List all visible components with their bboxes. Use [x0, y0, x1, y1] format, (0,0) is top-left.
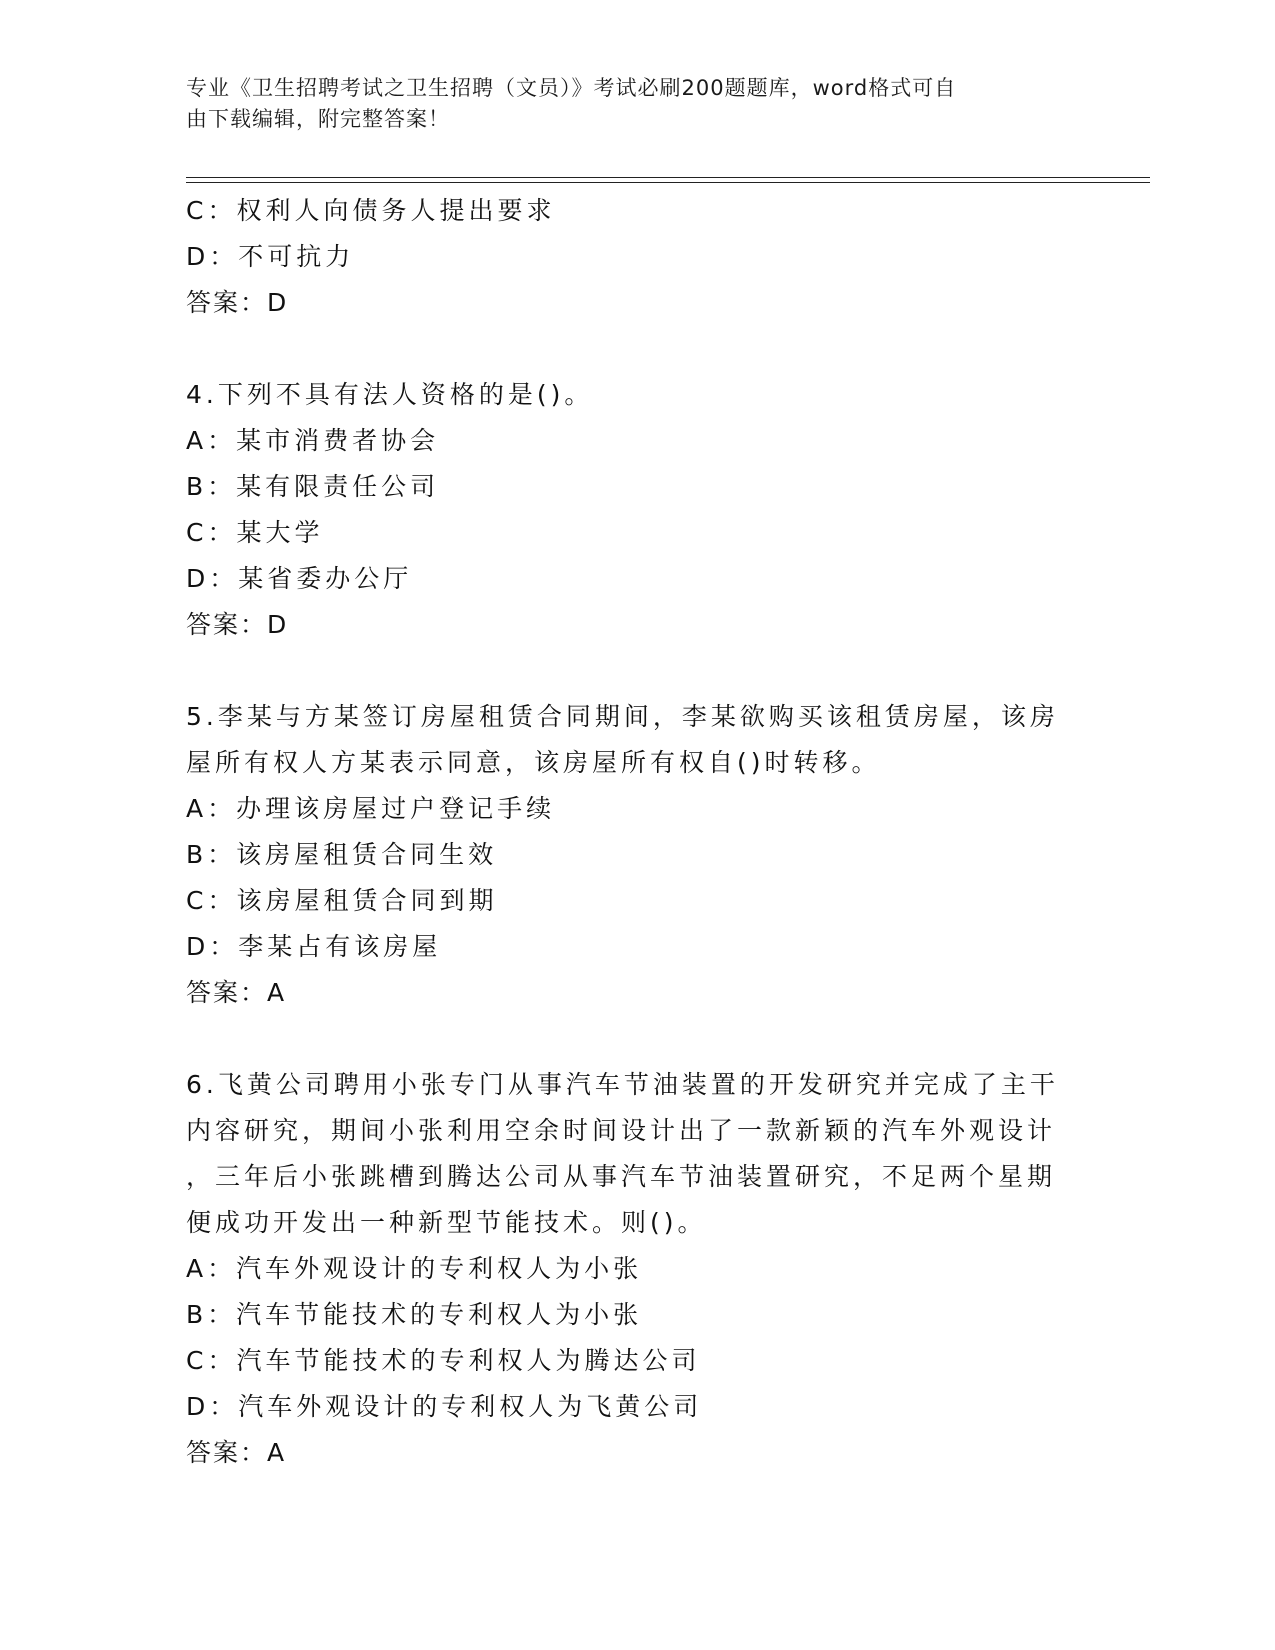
document-header — [186, 73, 1066, 135]
answer-line: 答案：D — [186, 288, 289, 317]
option-d: D：某省委办公厅 — [186, 564, 413, 593]
header-line-1: 专业《卫生招聘考试之卫生招聘（文员）》考试必刷200题题库，word格式可自 — [186, 76, 957, 100]
question-stem: 5.李某与方某签订房屋租赁合同期间，李某欲购买该租赁房屋，该房 — [186, 702, 1059, 731]
document-body — [186, 188, 1066, 1476]
option-b: B：该房屋租赁合同生效 — [186, 840, 498, 869]
option-d: D：不可抗力 — [186, 242, 355, 271]
question-stem: 便成功开发出一种新型节能技术。则()。 — [186, 1208, 707, 1237]
option-a: A：汽车外观设计的专利权人为小张 — [186, 1254, 643, 1283]
spacer — [186, 1016, 1066, 1062]
answer-line: 答案：A — [186, 1438, 287, 1467]
option-d: D：汽车外观设计的专利权人为飞黄公司 — [186, 1392, 703, 1421]
header-divider-top — [186, 177, 1150, 178]
header-line-2: 由下载编辑，附完整答案！ — [186, 107, 450, 131]
spacer — [186, 648, 1066, 694]
question-stem: ，三年后小张跳槽到腾达公司从事汽车节油装置研究，不足两个星期 — [186, 1162, 1057, 1191]
question-stem: 内容研究，期间小张利用空余时间设计出了一款新颖的汽车外观设计 — [186, 1116, 1057, 1145]
option-c: C：该房屋租赁合同到期 — [186, 886, 498, 915]
question-4 — [186, 372, 1066, 648]
option-b: B：某有限责任公司 — [186, 472, 440, 501]
option-c: C：汽车节能技术的专利权人为腾达公司 — [186, 1346, 701, 1375]
question-stem: 4.下列不具有法人资格的是()。 — [186, 380, 594, 409]
answer-line: 答案：A — [186, 978, 287, 1007]
question-6 — [186, 1062, 1066, 1476]
spacer — [186, 326, 1066, 372]
question-stem: 6.飞黄公司聘用小张专门从事汽车节油装置的开发研究并完成了主干 — [186, 1070, 1059, 1099]
header-divider-bottom — [186, 182, 1150, 183]
option-a: A：办理该房屋过户登记手续 — [186, 794, 556, 823]
option-a: A：某市消费者协会 — [186, 426, 440, 455]
option-b: B：汽车节能技术的专利权人为小张 — [186, 1300, 643, 1329]
option-d: D：李某占有该房屋 — [186, 932, 442, 961]
question-5 — [186, 694, 1066, 1016]
answer-line: 答案：D — [186, 610, 289, 639]
question-3-continuation — [186, 188, 1066, 326]
question-stem: 屋所有权人方某表示同意，该房屋所有权自()时转移。 — [186, 748, 881, 777]
option-c: C：权利人向债务人提出要求 — [186, 196, 556, 225]
option-c: C：某大学 — [186, 518, 324, 547]
